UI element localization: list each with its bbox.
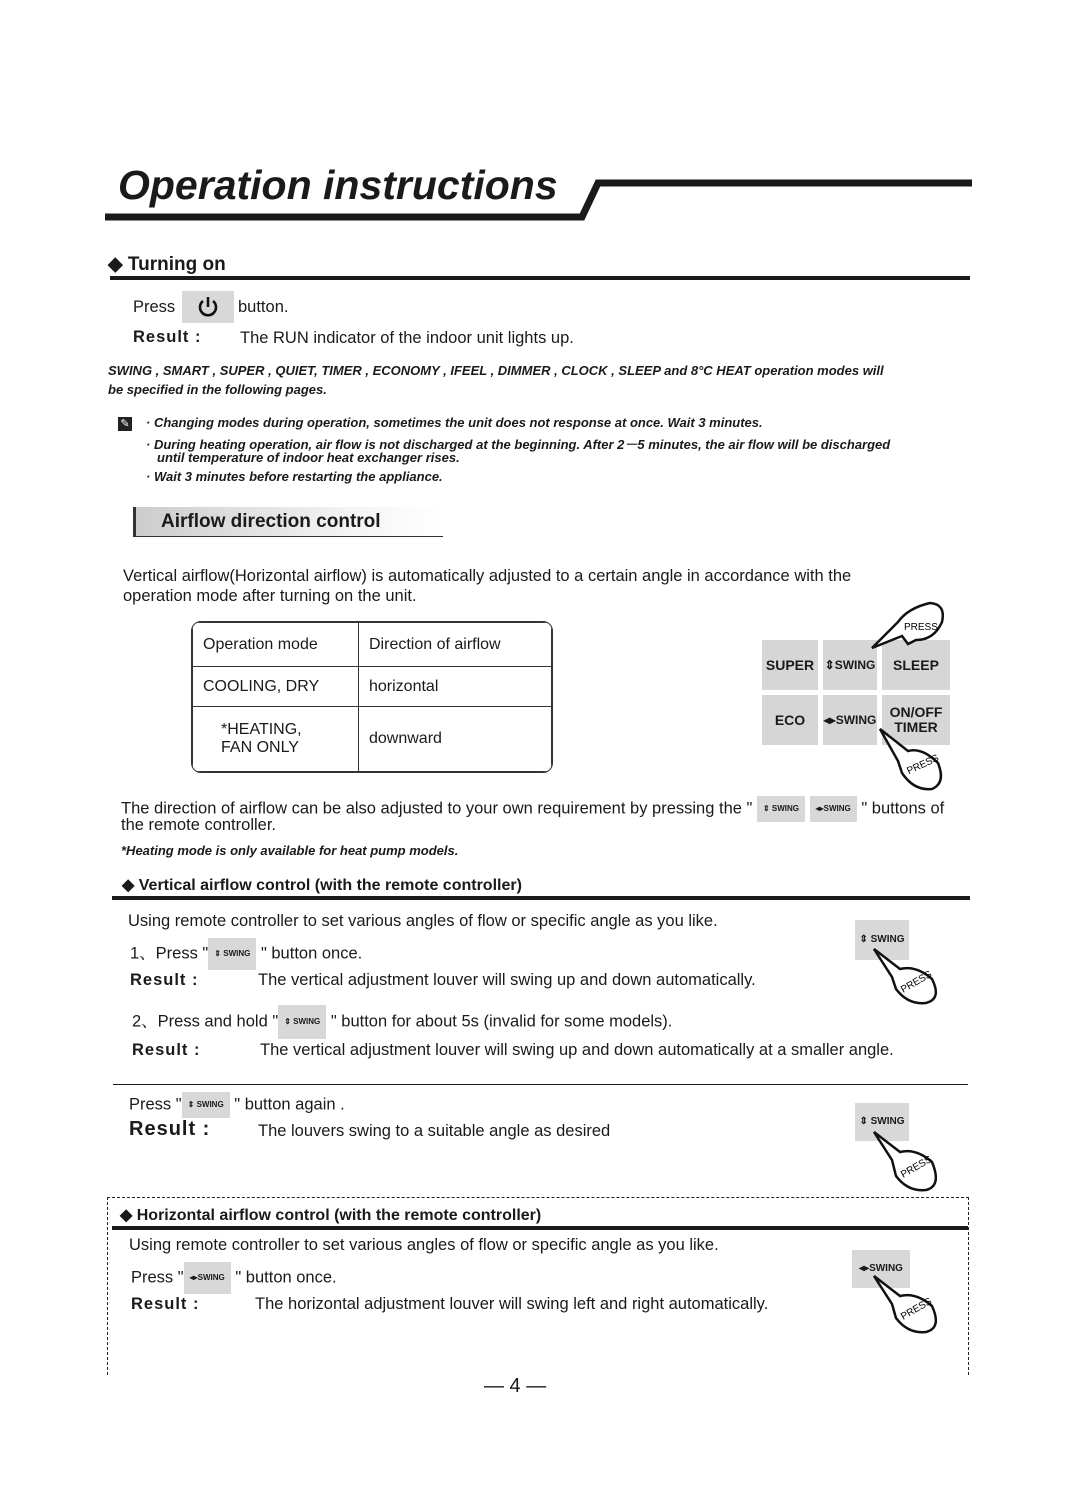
- step-1: 1、Press " ⇕ SWING " button once.: [130, 938, 362, 970]
- svg-text:PRESS: PRESS: [905, 752, 941, 778]
- horizontal-press: Press " ◂▸SWING " button once.: [131, 1262, 337, 1294]
- heading-text: Turning on: [127, 254, 226, 275]
- sleep-button: SLEEP: [882, 640, 950, 690]
- power-icon: [197, 296, 219, 318]
- table-cell: downward: [359, 707, 552, 772]
- divider: [112, 896, 970, 900]
- super-button: SUPER: [762, 640, 818, 690]
- divider: [113, 1084, 968, 1085]
- turning-on-heading: ◆ Turning on: [108, 254, 226, 275]
- horizontal-swing-button: ◂▸ SWING: [823, 695, 877, 745]
- adjust-text: The direction of airflow can be also adjusted to your own requirement by pressing the " ⇕ SWING ◂▸SWING " buttons of: [121, 796, 944, 822]
- airflow-heading-box: [133, 507, 443, 537]
- vertical-swing-icon: ⇕ SWING: [757, 796, 805, 822]
- note-item: · Wait 3 minutes before restarting the appliance.: [146, 469, 443, 484]
- onoff-timer-button: ON/OFF TIMER: [882, 695, 950, 745]
- horizontal-heading: ◆ Horizontal airflow control (with the remote controller): [120, 1207, 542, 1224]
- result-label: Result :: [131, 1295, 200, 1313]
- result-text: The horizontal adjustment louver will swing left and right automatically.: [255, 1295, 769, 1313]
- divider: [110, 276, 970, 280]
- press-text: Press: [133, 298, 176, 316]
- vertical-swing-illustration: ⇕ SWING: [855, 1103, 909, 1141]
- vertical-swing-icon: ⇕ SWING: [208, 938, 256, 970]
- airflow-intro: operation mode after turning on the unit.: [123, 587, 417, 605]
- table-cell: horizontal: [359, 667, 552, 707]
- svg-text:PRESS: PRESS: [899, 1154, 934, 1181]
- note-item: · During heating operation, air flow is not discharged at the beginning. After 2－5 minutes, the air flow will be discharged: [146, 437, 891, 452]
- vertical-swing-icon: ⇕ SWING: [182, 1092, 230, 1118]
- press-hand-icon: [870, 945, 946, 1007]
- airflow-table: [191, 621, 553, 773]
- eco-button: ECO: [762, 695, 818, 745]
- page-title: Operation instructions: [118, 162, 558, 208]
- result-label: Result :: [129, 1118, 211, 1140]
- result-label: Result :: [130, 971, 199, 989]
- title-underline: [100, 175, 980, 225]
- power-button: [182, 291, 234, 323]
- table-header: Operation mode: [193, 623, 359, 667]
- horizontal-swing-illustration: ◂▸SWING: [852, 1250, 910, 1288]
- vertical-swing-illustration: ⇕ SWING: [855, 920, 909, 960]
- button-suffix: button.: [238, 298, 289, 316]
- vertical-intro: Using remote controller to set various angles of flow or specific angle as you like.: [128, 912, 718, 930]
- vertical-heading: ◆ Vertical airflow control (with the remote controller): [122, 877, 522, 894]
- svg-text:PRESS: PRESS: [899, 969, 934, 996]
- result-text: The RUN indicator of the indoor unit lights up.: [240, 329, 574, 347]
- svg-text:PRESS: PRESS: [899, 1296, 934, 1323]
- airflow-intro: Vertical airflow(Horizontal airflow) is automatically adjusted to a certain angle in accordance with the: [123, 567, 852, 585]
- horizontal-intro: Using remote controller to set various angles of flow or specific angle as you like.: [129, 1236, 719, 1254]
- result-text: The vertical adjustment louver will swing up and down automatically at a smaller angle.: [260, 1041, 894, 1059]
- horizontal-swing-icon: ◂▸SWING: [810, 796, 857, 822]
- press-hand-icon: [870, 1128, 946, 1194]
- press-hand-icon: [876, 725, 948, 793]
- modes-text: be specified in the following pages.: [108, 382, 327, 397]
- note-item: · Changing modes during operation, sometimes the unit does not response at once. Wait 3 minutes.: [146, 415, 763, 430]
- result-label: Result :: [132, 1041, 201, 1059]
- heating-note: *Heating mode is only available for heat pump models.: [121, 843, 459, 858]
- result-label: Result :: [133, 328, 202, 346]
- note-item: until temperature of indoor heat exchanger rises.: [157, 450, 460, 465]
- press-hand-icon: [870, 1272, 946, 1336]
- table-header: Direction of airflow: [359, 623, 552, 667]
- step-2: 2、Press and hold " ⇕ SWING " button for about 5s (invalid for some models).: [132, 1005, 672, 1039]
- press-again: Press " ⇕ SWING " button again .: [129, 1092, 345, 1118]
- table-cell: *HEATING, FAN ONLY: [193, 707, 359, 772]
- vertical-swing-button: ⇕ SWING: [823, 640, 877, 690]
- result-text: The louvers swing to a suitable angle as desired: [258, 1122, 611, 1140]
- note-icon: ✎: [118, 417, 132, 431]
- divider: [112, 1226, 968, 1230]
- page-number: — 4 —: [484, 1375, 547, 1397]
- result-text: The vertical adjustment louver will swing up and down automatically.: [258, 971, 756, 989]
- horizontal-swing-icon: ◂▸SWING: [184, 1262, 231, 1294]
- table-cell: COOLING, DRY: [193, 667, 359, 707]
- vertical-swing-icon: ⇕ SWING: [278, 1005, 326, 1039]
- svg-text:PRESS: PRESS: [904, 622, 938, 633]
- airflow-heading: Airflow direction control: [161, 511, 381, 532]
- press-hand-icon: [868, 600, 948, 655]
- adjust-text: the remote controller.: [121, 816, 276, 834]
- modes-text: SWING , SMART , SUPER , QUIET, TIMER , ECONOMY , IFEEL , DIMMER , CLOCK , SLEEP and 8°C HEAT operation modes will: [108, 363, 884, 378]
